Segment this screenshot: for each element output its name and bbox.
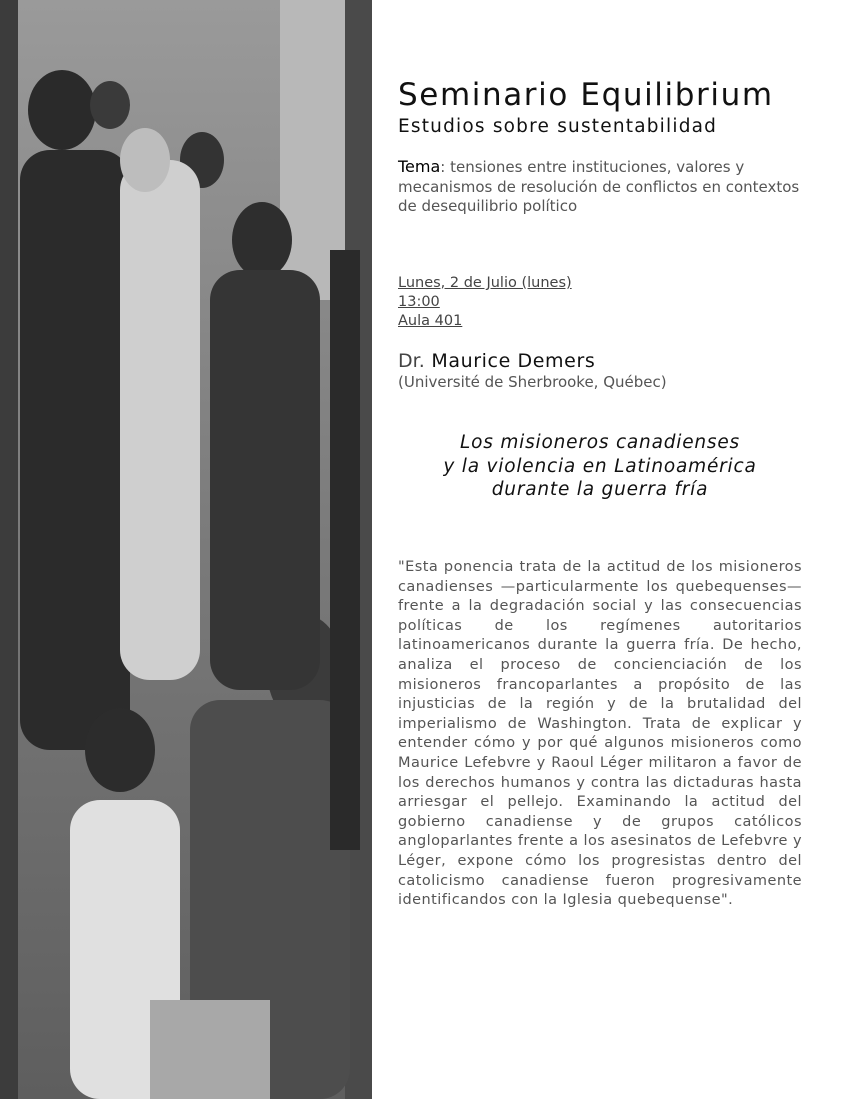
seminar-subtitle: Estudios sobre sustentabilidad	[398, 116, 718, 137]
topic-paragraph	[398, 157, 802, 217]
talk-abstract: "Esta ponencia trata de la actitud de los misioneros canadienses —particularmente los quebequenses— frente a la degradación social y las consecuencias políticas de los regímenes autoritarios latinoamericanos durante la guerra fría. De hecho, analiza el proceso de concienciación de los misioneros francoparlantes a propósito de las injusticias de la región y de la brutalidad del imperialismo de Washington. Trata de explicar y entender cómo y por qué algunos misioneros como Maurice Lefebvre y Raoul Léger militaron a favor de los derechos humanos y contra las dictaduras hasta arriesgar el pellejo. Examinando la actitud del gobierno canadiense y de grupos católicos angloparlantes frente a los asesinatos de Lefebvre y Léger, expone cómo los progresistas dentro del catolicismo canadiense fueron progresivamente identificandos con la Iglesia quebequense".	[398, 559, 802, 909]
topic-label: Tema	[398, 157, 441, 176]
talk-title-line: y la violencia en Latinoamérica	[443, 455, 757, 477]
talk-title	[398, 431, 802, 502]
speaker-name: Maurice Demers	[431, 350, 596, 372]
speaker-prefix: Dr.	[398, 350, 425, 372]
speaker-name-line	[398, 350, 595, 372]
topic-text: : tensiones entre instituciones, valores y mecanismos de resolución de conflictos en contextos de desequilibrio político	[398, 158, 800, 215]
archival-photo-soldiers	[0, 0, 372, 1099]
speaker-affiliation: (Université de Sherbrooke, Québec)	[398, 373, 667, 391]
talk-title-line: durante la guerra fría	[491, 479, 709, 500]
event-details	[398, 274, 572, 331]
event-time: 13:00	[398, 294, 440, 310]
seminar-title: Seminario Equilibrium	[398, 77, 774, 113]
event-date: Lunes, 2 de Julio (lunes)	[398, 275, 572, 291]
talk-title-line: Los misioneros canadienses	[460, 432, 740, 453]
event-room: Aula 401	[398, 313, 463, 329]
